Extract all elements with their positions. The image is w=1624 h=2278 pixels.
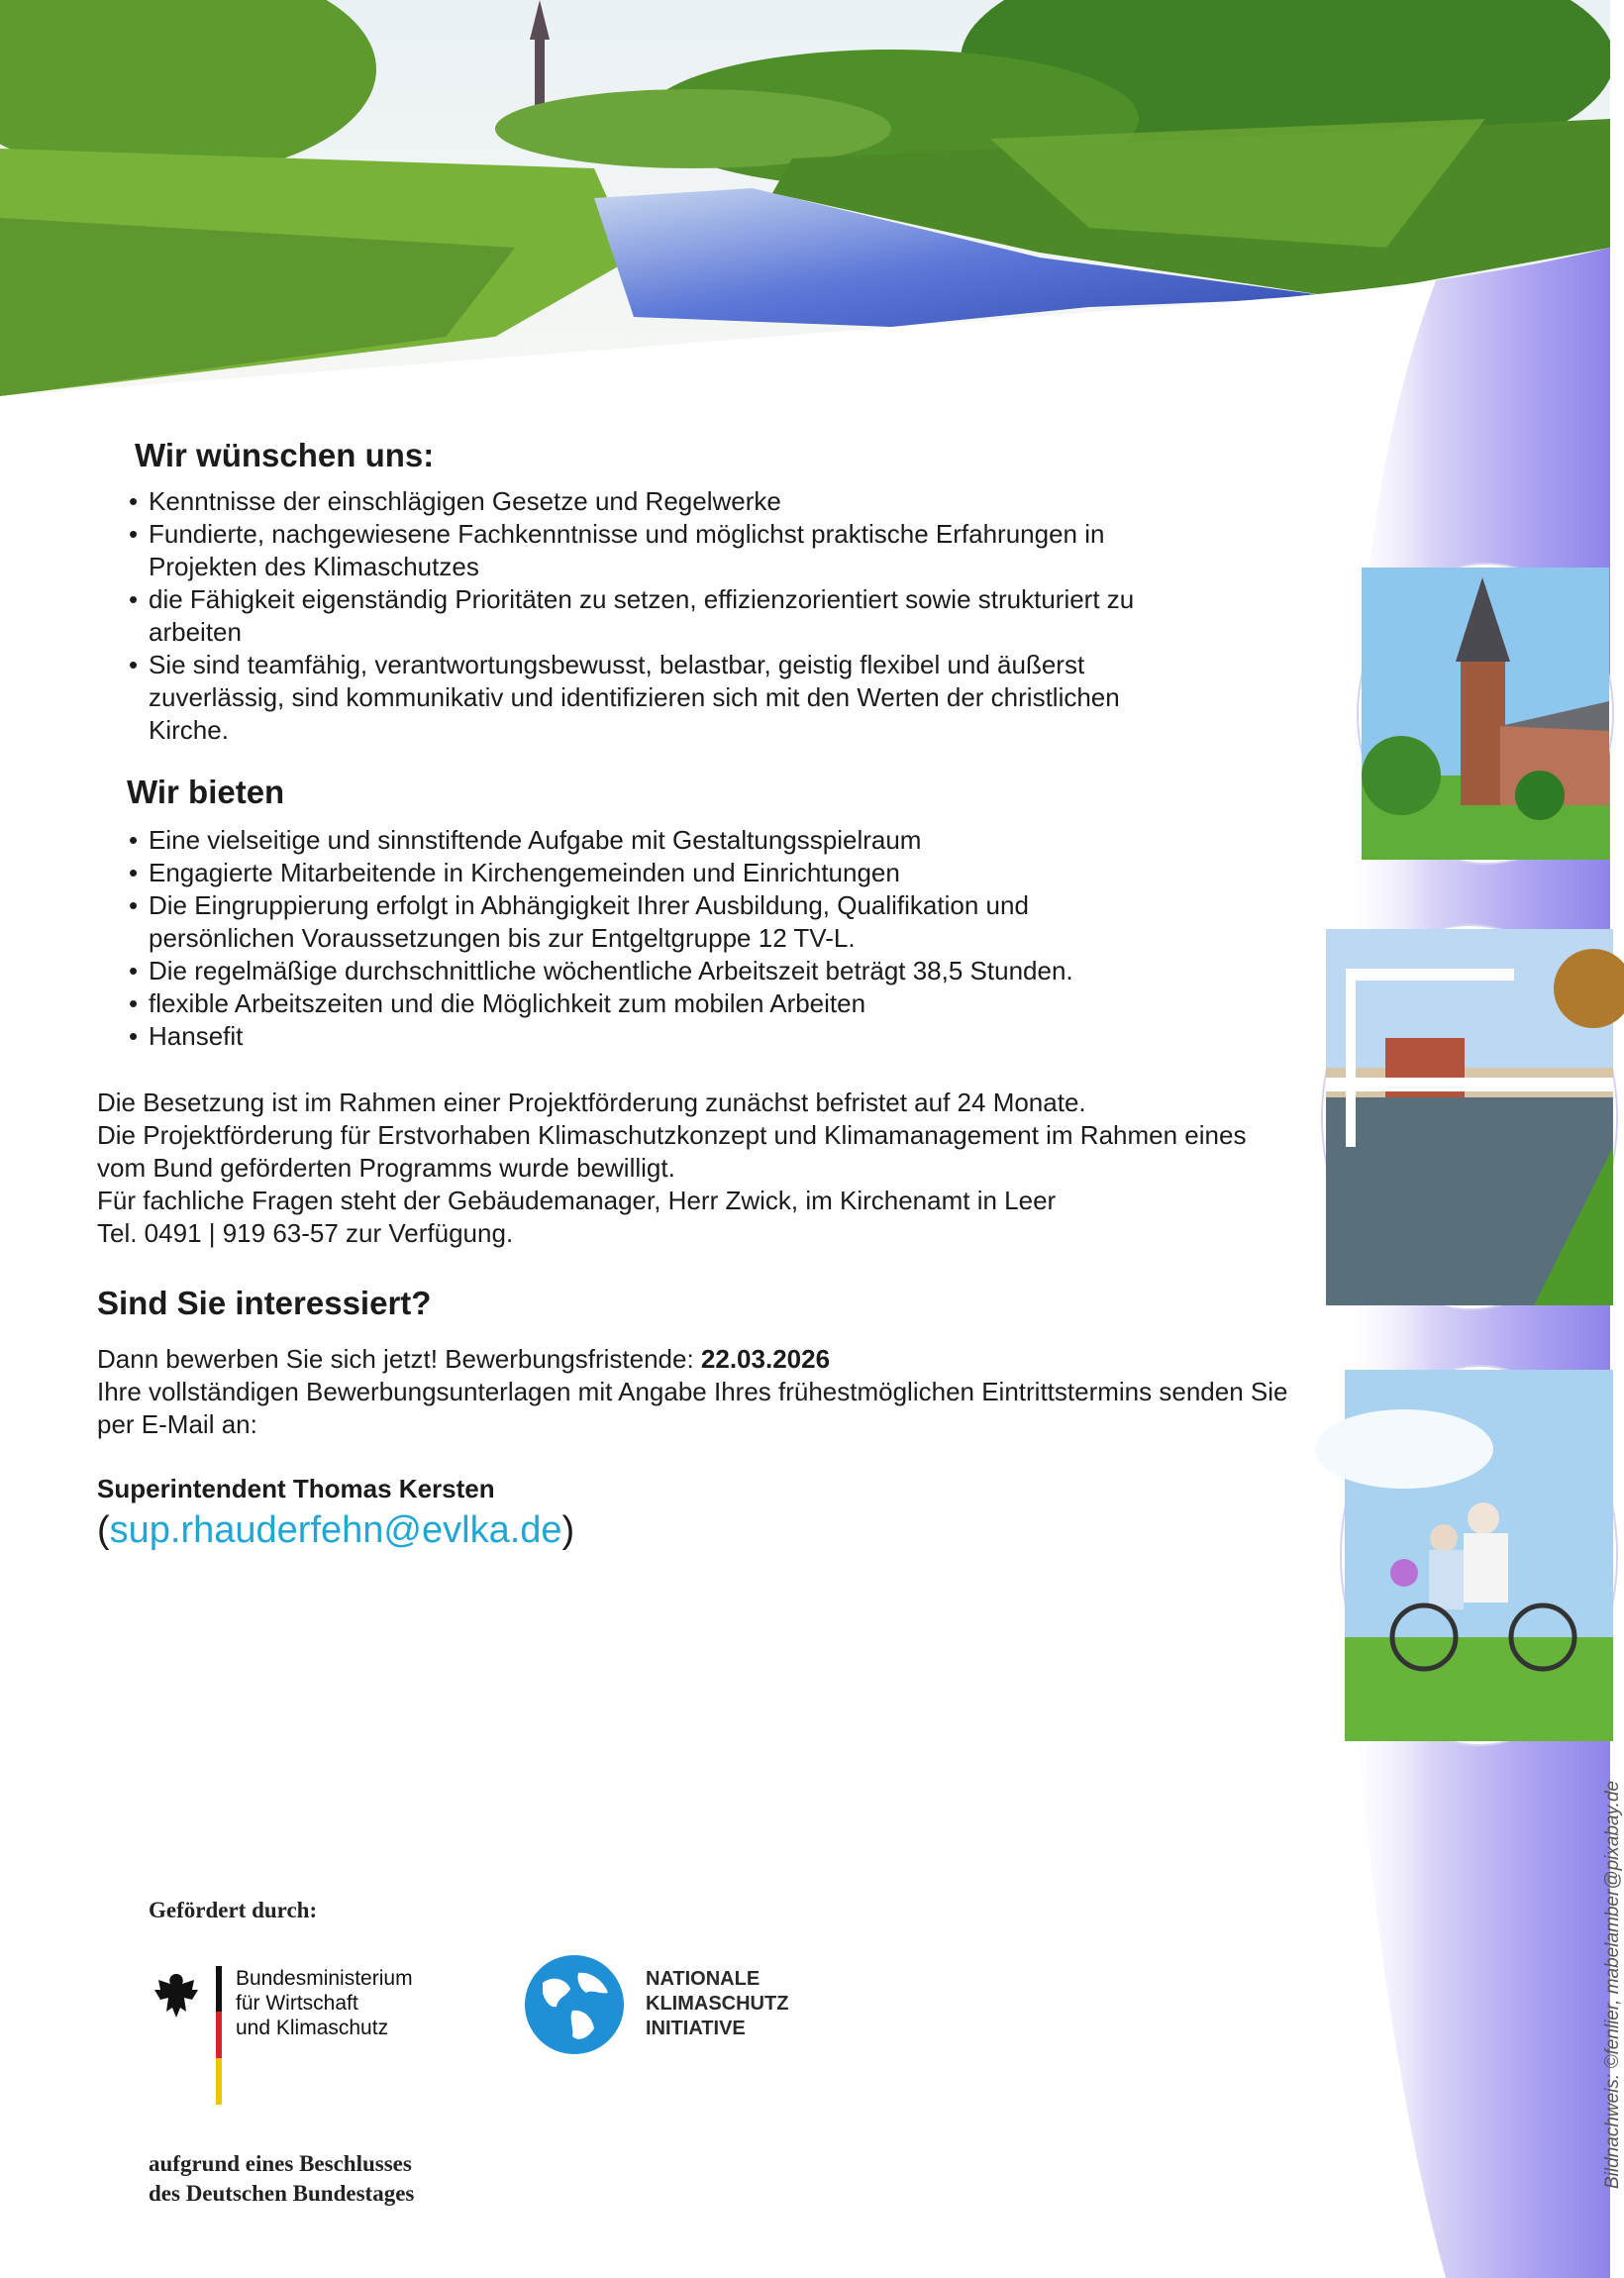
contact-name: Superintendent Thomas Kersten: [97, 1474, 495, 1503]
federal-eagle-icon: [149, 1968, 204, 2023]
globe-icon: [523, 1953, 626, 2056]
apply-instructions: Ihre vollständigen Bewerbungsunterlagen mit Angabe Ihres frühestmöglichen Eintrittstermins senden Sie per E-Mail an:: [97, 1377, 1288, 1439]
ministry-line: Bundesministerium: [236, 1967, 413, 1990]
list-item: • flexible Arbeitszeiten und die Möglichkeit zum mobilen Arbeiten: [125, 987, 1115, 1020]
list-item: • die Fähigkeit eigenständig Prioritäten zu setzen, effizienzorientiert sowie strukturiert zu arbeiten: [125, 583, 1135, 649]
info-phone: Tel. 0491 | 919 63-57 zur Verfügung.: [97, 1218, 514, 1248]
resolution-line: aufgrund eines Beschlusses: [149, 2151, 412, 2176]
ministry-line: für Wirtschaft: [236, 1992, 358, 2015]
wishes-heading: Wir wünschen uns:: [135, 437, 435, 473]
deadline-date: 22.03.2026: [700, 1344, 831, 1374]
cyclists-photo: [1342, 1367, 1616, 1744]
list-item: • Die Eingruppierung erfolgt in Abhängigkeit Ihrer Ausbildung, Qualifikation und persönlichen Voraussetzungen bis zur Entgeltgruppe 12 TV-L.: [125, 889, 1115, 955]
nki-line: NATIONALE: [646, 1968, 761, 1990]
info-contact: Für fachliche Fragen steht der Gebäudemanager, Herr Zwick, im Kirchenamt in Leer: [97, 1186, 1057, 1215]
flag-stripe: [216, 1966, 222, 2105]
nki-line: KLIMASCHUTZ: [646, 1993, 789, 2015]
info-duration: Die Besetzung ist im Rahmen einer Projektförderung zunächst befristet auf 24 Monate.: [97, 1087, 1086, 1117]
church-photo: [1359, 565, 1612, 863]
apply-text: Dann bewerben Sie sich jetzt! Bewerbungsfristende:: [97, 1344, 701, 1374]
contact-email-link[interactable]: sup.rhauderfehn@evlka.de: [109, 1509, 562, 1551]
list-item: • Die regelmäßige durchschnittliche wöchentliche Arbeitszeit beträgt 38,5 Stunden.: [125, 955, 1115, 987]
contact-email-line: [97, 1507, 1305, 1553]
nki-logo: [523, 1953, 820, 2062]
list-item: • Hansefit: [125, 1020, 1115, 1053]
info-funding: Die Projektförderung für Erstvorhaben Klimaschutzkonzept und Klimamanagement im Rahmen eines vom Bund geförderten Programms wurde bewilligt.: [97, 1120, 1247, 1183]
job-ad-content: [97, 436, 1305, 1553]
nki-line: INITIATIVE: [646, 2018, 746, 2039]
wishes-list: [125, 485, 1135, 747]
list-item: • Kenntnisse der einschlägigen Gesetze und Regelwerke: [125, 485, 1135, 518]
hero-landscape-photo: [0, 0, 1610, 416]
nki-name: [646, 1967, 788, 2041]
bridge-canal-photo: [1323, 926, 1616, 1308]
open-paren: (: [97, 1509, 110, 1551]
apply-heading: Sind Sie interessiert?: [97, 1285, 432, 1321]
list-item: • Eine vielseitige und sinnstiftende Aufgabe mit Gestaltungsspielraum: [125, 824, 1115, 857]
list-item: • Fundierte, nachgewiesene Fachkenntnisse und möglichst praktische Erfahrungen in Projekten des Klimaschutzes: [125, 518, 1135, 583]
bundestag-resolution: [149, 2149, 414, 2209]
info-block: [97, 1087, 1266, 1250]
image-credit: Bildnachweis: ©fenlier, mabelamber@pixabay.de: [1602, 1780, 1623, 2189]
apply-deadline-line: [97, 1343, 1315, 1376]
list-item: • Engagierte Mitarbeitende in Kirchengemeinden und Einrichtungen: [125, 857, 1115, 889]
resolution-line: des Deutschen Bundestages: [149, 2181, 415, 2206]
ministry-line: und Klimaschutz: [236, 2017, 389, 2039]
offer-list: [125, 824, 1115, 1053]
funding-label: Gefördert durch:: [149, 1898, 318, 1922]
list-item: • Sie sind teamfähig, verantwortungsbewusst, belastbar, geistig flexibel und äußerst zuverlässig, sind kommunikativ und identifizieren sich mit den Werten der christlichen Kirche.: [125, 649, 1135, 747]
close-paren: ): [561, 1509, 575, 1551]
ministry-name: [236, 1966, 413, 2040]
apply-block: [97, 1343, 1315, 1441]
ministry-logo: [149, 1966, 446, 2105]
offer-heading: Wir bieten: [127, 774, 285, 810]
